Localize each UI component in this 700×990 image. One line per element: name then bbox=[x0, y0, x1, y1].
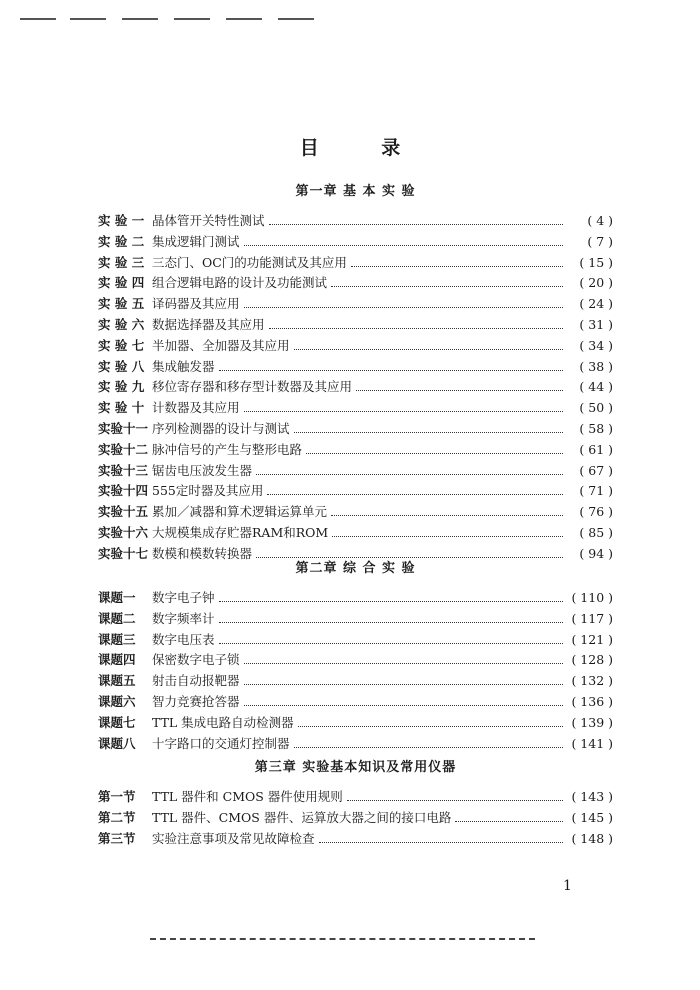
toc-entry-page: ( 141 ) bbox=[571, 735, 613, 751]
toc-entry-title: 译码器及其应用 bbox=[152, 296, 240, 312]
toc-entry-page: ( 143 ) bbox=[571, 789, 613, 804]
toc-entry-page: ( 145 ) bbox=[571, 809, 613, 825]
toc-entry bbox=[98, 419, 613, 440]
toc-entry-page: ( 94 ) bbox=[579, 545, 613, 561]
toc-entry-label: 实 验 二 bbox=[98, 233, 145, 249]
toc-entry bbox=[98, 211, 613, 232]
dot-leader bbox=[347, 799, 563, 801]
toc-entry bbox=[98, 734, 613, 755]
toc-entry bbox=[98, 253, 613, 274]
dot-leader bbox=[244, 662, 563, 664]
dot-leader bbox=[294, 348, 563, 350]
page-title: 目 录 bbox=[299, 137, 429, 159]
toc-entry-label: 实 验 六 bbox=[98, 316, 145, 332]
dot-leader bbox=[455, 820, 563, 822]
toc-entry-page: ( 58 ) bbox=[579, 420, 613, 436]
chapter-3 bbox=[98, 756, 613, 849]
toc-entry-page: ( 110 ) bbox=[571, 590, 613, 605]
toc-entry-label: 实验十六 bbox=[98, 524, 149, 540]
dot-leader bbox=[319, 841, 563, 843]
dot-leader bbox=[256, 473, 563, 475]
dot-leader bbox=[244, 306, 563, 308]
dot-leader bbox=[244, 683, 563, 685]
scan-artifact-line bbox=[150, 938, 535, 940]
toc-entry bbox=[98, 650, 613, 671]
toc-entry-label: 实验十三 bbox=[98, 462, 149, 478]
toc-entry-title: 大规模集成存贮器RAM和ROM bbox=[152, 524, 329, 540]
toc-entry-label: 实 验 九 bbox=[98, 379, 145, 395]
toc-entry-title: 晶体管开关特性测试 bbox=[152, 213, 265, 228]
toc-entry-label: 实 验 十 bbox=[98, 400, 145, 416]
toc-entry-label: 课题三 bbox=[98, 631, 136, 647]
dot-leader bbox=[244, 410, 563, 412]
toc-entry-label: 实 验 八 bbox=[98, 358, 145, 374]
toc-entry-page: ( 132 ) bbox=[571, 673, 613, 689]
dot-leader bbox=[351, 265, 563, 267]
toc-entry-label: 课题四 bbox=[98, 652, 136, 668]
toc-entry-page: ( 4 ) bbox=[587, 213, 613, 228]
toc-entry-label: 课题五 bbox=[98, 673, 136, 689]
toc-entry-title: 智力竞赛抢答器 bbox=[152, 693, 240, 709]
dot-leader bbox=[269, 327, 563, 329]
toc-entry-title: 数模和模数转换器 bbox=[152, 545, 253, 561]
toc-entry bbox=[98, 630, 613, 651]
toc-entry-page: ( 44 ) bbox=[579, 379, 613, 395]
chapter-2 bbox=[98, 557, 613, 754]
toc-entry-title: 集成逻辑门测试 bbox=[152, 233, 240, 249]
chapter-2-title: 第二章 综 合 实 验 bbox=[295, 561, 416, 576]
dot-leader bbox=[219, 642, 563, 644]
toc-entry bbox=[98, 671, 613, 692]
toc-entry-label: 课题一 bbox=[98, 590, 136, 605]
toc-entry bbox=[98, 398, 613, 419]
dot-leader bbox=[244, 704, 563, 706]
page-number: 1 bbox=[563, 878, 572, 894]
chapter-2-toc bbox=[98, 588, 613, 754]
toc-entry-title: 移位寄存器和移存型计数器及其应用 bbox=[152, 379, 353, 395]
toc-entry-title: 保密数字电子锁 bbox=[152, 652, 240, 668]
toc-entry-title: 累加／减器和算术逻辑运算单元 bbox=[152, 504, 328, 520]
toc-entry-page: ( 128 ) bbox=[571, 652, 613, 668]
dot-leader bbox=[356, 389, 563, 391]
toc-entry-page: ( 15 ) bbox=[579, 254, 613, 270]
toc-entry-page: ( 31 ) bbox=[579, 316, 613, 332]
toc-entry-title: 三态门、OC门的功能测试及其应用 bbox=[152, 254, 347, 270]
toc-entry-page: ( 20 ) bbox=[579, 275, 613, 291]
dot-leader bbox=[267, 493, 563, 495]
dot-leader bbox=[294, 431, 563, 433]
toc-entry-page: ( 71 ) bbox=[579, 483, 613, 499]
dot-leader bbox=[331, 514, 563, 516]
toc-entry-title: 集成触发器 bbox=[152, 358, 215, 374]
toc-entry-title: 数字频率计 bbox=[152, 610, 215, 626]
dot-leader bbox=[331, 285, 563, 287]
toc-entry-label: 第三节 bbox=[98, 830, 136, 846]
toc-entry-title: 组合逻辑电路的设计及功能测试 bbox=[152, 275, 328, 291]
toc-entry-page: ( 117 ) bbox=[571, 610, 613, 626]
toc-entry-page: ( 38 ) bbox=[579, 358, 613, 374]
toc-entry-label: 实验十二 bbox=[98, 441, 149, 457]
toc-entry-title: 数字电子钟 bbox=[152, 590, 215, 605]
toc-entry-label: 第一节 bbox=[98, 789, 136, 804]
toc-entry bbox=[98, 273, 613, 294]
toc-entry-title: 数据选择器及其应用 bbox=[152, 316, 265, 332]
toc-entry bbox=[98, 609, 613, 630]
toc-entry bbox=[98, 461, 613, 482]
toc-entry-label: 实 验 五 bbox=[98, 296, 145, 312]
toc-entry bbox=[98, 232, 613, 253]
toc-entry bbox=[98, 692, 613, 713]
toc-entry bbox=[98, 787, 613, 808]
toc-entry-label: 实验十七 bbox=[98, 545, 149, 561]
toc-entry-title: TTL 器件、CMOS 器件、运算放大器之间的接口电路 bbox=[152, 809, 452, 825]
chapter-1 bbox=[98, 180, 613, 565]
dot-leader bbox=[219, 369, 563, 371]
toc-entry-label: 实验十四 bbox=[98, 483, 149, 499]
chapter-1-title: 第一章 基 本 实 验 bbox=[295, 184, 416, 199]
chapter-1-toc bbox=[98, 211, 613, 565]
toc-entry-title: 数字电压表 bbox=[152, 631, 215, 647]
toc-entry-page: ( 61 ) bbox=[579, 441, 613, 457]
dot-leader bbox=[219, 621, 563, 623]
toc-entry-label: 课题八 bbox=[98, 735, 136, 751]
toc-entry bbox=[98, 315, 613, 336]
toc-entry bbox=[98, 502, 613, 523]
toc-entry-title: 555定时器及其应用 bbox=[152, 483, 264, 499]
dot-leader bbox=[298, 725, 563, 727]
toc-entry-title: 实验注意事项及常见故障检查 bbox=[152, 830, 315, 846]
dot-leader bbox=[306, 452, 563, 454]
toc-entry bbox=[98, 808, 613, 829]
toc-entry bbox=[98, 829, 613, 850]
toc-entry-label: 实验十一 bbox=[98, 420, 149, 436]
toc-entry-page: ( 148 ) bbox=[571, 830, 613, 846]
dot-leader bbox=[294, 746, 563, 748]
toc-entry-label: 课题六 bbox=[98, 693, 136, 709]
toc-entry-title: TTL 器件和 CMOS 器件使用规则 bbox=[152, 789, 343, 804]
toc-entry-label: 课题七 bbox=[98, 714, 136, 730]
toc-entry-title: TTL 集成电路自动检测器 bbox=[152, 714, 294, 730]
toc-entry-title: 序列检测器的设计与测试 bbox=[152, 420, 290, 436]
toc-entry-title: 计数器及其应用 bbox=[152, 400, 240, 416]
dot-leader bbox=[332, 535, 563, 537]
dot-leader bbox=[244, 244, 563, 246]
toc-entry-page: ( 121 ) bbox=[571, 631, 613, 647]
chapter-3-toc bbox=[98, 787, 613, 849]
toc-entry bbox=[98, 588, 613, 609]
toc-entry-label: 第二节 bbox=[98, 809, 136, 825]
toc-entry bbox=[98, 481, 613, 502]
toc-entry bbox=[98, 523, 613, 544]
toc-entry-label: 实 验 一 bbox=[98, 213, 145, 228]
toc-entry-label: 课题二 bbox=[98, 610, 136, 626]
toc-entry-label: 实 验 四 bbox=[98, 275, 145, 291]
toc-entry-page: ( 67 ) bbox=[579, 462, 613, 478]
toc-entry-page: ( 34 ) bbox=[579, 337, 613, 353]
toc-entry bbox=[98, 440, 613, 461]
toc-entry bbox=[98, 294, 613, 315]
toc-entry-label: 实 验 三 bbox=[98, 254, 145, 270]
toc-entry-title: 射击自动报靶器 bbox=[152, 673, 240, 689]
toc-entry-page: ( 139 ) bbox=[571, 714, 613, 730]
toc-entry-page: ( 85 ) bbox=[579, 524, 613, 540]
toc-entry-label: 实验十五 bbox=[98, 504, 149, 520]
chapter-3-title: 第三章 实验基本知识及常用仪器 bbox=[254, 760, 457, 775]
toc-entry-title: 半加器、全加器及其应用 bbox=[152, 337, 290, 353]
toc-entry-page: ( 136 ) bbox=[571, 693, 613, 709]
scan-artifact-dashes bbox=[20, 18, 340, 22]
toc-entry bbox=[98, 713, 613, 734]
toc-entry-page: ( 7 ) bbox=[587, 233, 613, 249]
dot-leader bbox=[269, 223, 563, 225]
toc-entry-title: 脉冲信号的产生与整形电路 bbox=[152, 441, 303, 457]
dot-leader bbox=[219, 600, 563, 602]
toc-entry bbox=[98, 357, 613, 378]
toc-entry-label: 实 验 七 bbox=[98, 337, 145, 353]
toc-entry-page: ( 50 ) bbox=[579, 400, 613, 416]
toc-entry-page: ( 76 ) bbox=[579, 504, 613, 520]
toc-entry-title: 十字路口的交通灯控制器 bbox=[152, 735, 290, 751]
toc-entry bbox=[98, 336, 613, 357]
toc-entry-title: 锯齿电压波发生器 bbox=[152, 462, 253, 478]
toc-entry bbox=[98, 377, 613, 398]
toc-entry-page: ( 24 ) bbox=[579, 296, 613, 312]
